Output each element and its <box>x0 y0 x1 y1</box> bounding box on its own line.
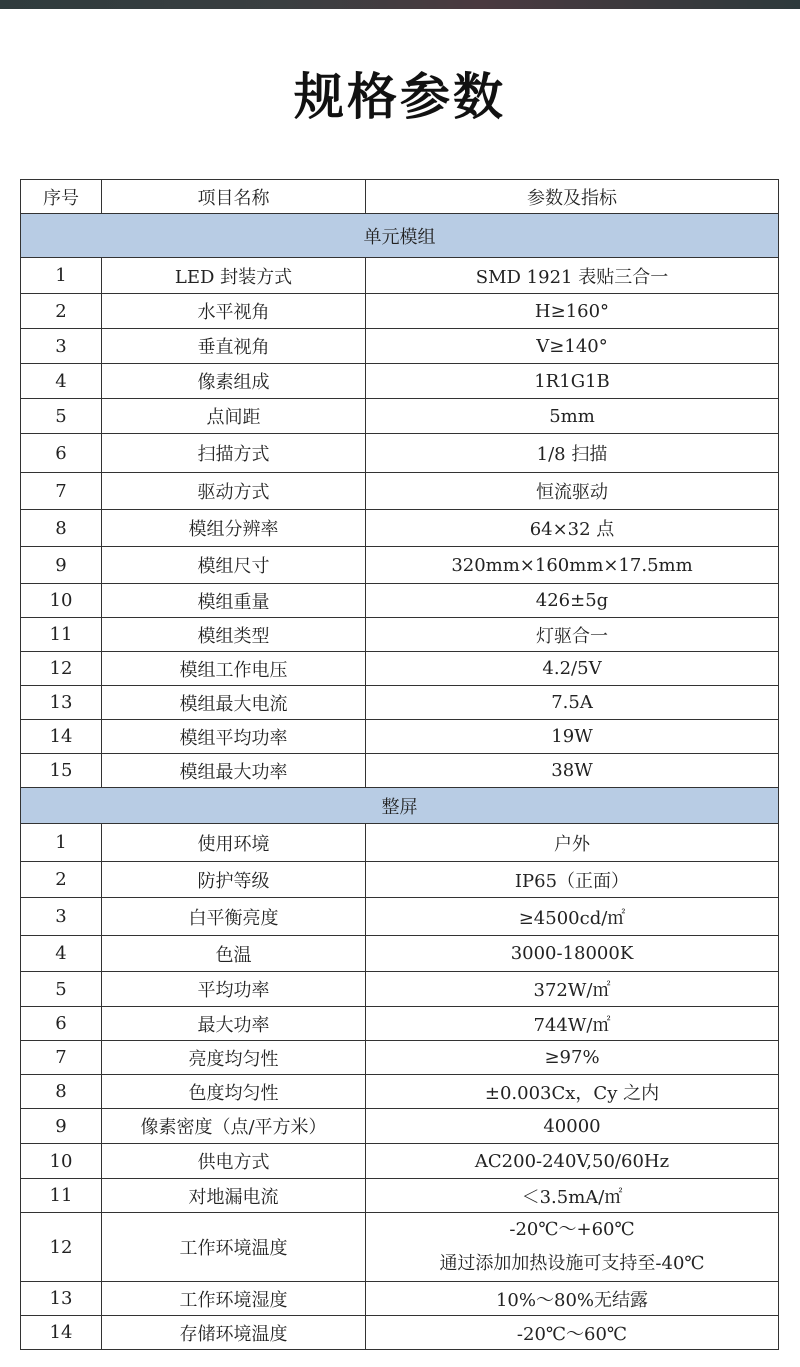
table-row <box>21 547 779 584</box>
row-value: -20℃～+60℃ <box>509 1219 635 1240</box>
table-row <box>21 1144 779 1179</box>
table-row <box>21 686 779 720</box>
row-item-name: 扫描方式 <box>102 434 366 473</box>
row-item-name: 工作环境湿度 <box>102 1282 366 1316</box>
row-value-cell: 4.2/5V <box>366 652 779 686</box>
section-title: 单元模组 <box>21 214 779 258</box>
row-number: 8 <box>21 1075 102 1109</box>
top-banner-strip <box>0 0 800 9</box>
table-row <box>21 862 779 898</box>
row-item-name: 模组最大电流 <box>102 686 366 720</box>
row-item-name: 色度均匀性 <box>102 1075 366 1109</box>
row-item-name: 水平视角 <box>102 294 366 329</box>
header-item: 项目名称 <box>102 180 366 214</box>
table-row <box>21 754 779 788</box>
row-value-cell: H≥160° <box>366 294 779 329</box>
table-row <box>21 1282 779 1316</box>
row-value-cell: V≥140° <box>366 329 779 364</box>
row-item-name: 模组重量 <box>102 584 366 618</box>
row-number: 10 <box>21 1144 102 1179</box>
row-item-name: 亮度均匀性 <box>102 1041 366 1075</box>
row-item-name: 点间距 <box>102 399 366 434</box>
row-value-cell: AC200-240V,50/60Hz <box>366 1144 779 1179</box>
row-number: 3 <box>21 898 102 936</box>
table-row <box>21 258 779 294</box>
row-item-name: 最大功率 <box>102 1007 366 1041</box>
table-row <box>21 1109 779 1144</box>
table-row <box>21 473 779 510</box>
row-item-name: 模组尺寸 <box>102 547 366 584</box>
table-row <box>21 1316 779 1350</box>
row-item-name: 存储环境温度 <box>102 1316 366 1350</box>
table-row <box>21 898 779 936</box>
table-row <box>21 1007 779 1041</box>
table-row <box>21 1213 779 1282</box>
row-number: 12 <box>21 652 102 686</box>
header-no: 序号 <box>21 180 102 214</box>
table-row <box>21 399 779 434</box>
row-item-name: LED 封装方式 <box>102 258 366 294</box>
row-number: 4 <box>21 364 102 399</box>
row-number: 15 <box>21 754 102 788</box>
row-number: 7 <box>21 1041 102 1075</box>
row-value-cell: SMD 1921 表贴三合一 <box>366 258 779 294</box>
row-value-cell: 灯驱合一 <box>366 618 779 652</box>
row-number: 7 <box>21 473 102 510</box>
table-row <box>21 434 779 473</box>
row-number: 8 <box>21 510 102 547</box>
row-value-cell: 320mm×160mm×17.5mm <box>366 547 779 584</box>
row-item-name: 使用环境 <box>102 824 366 862</box>
row-item-name: 像素密度（点/平方米） <box>102 1109 366 1144</box>
row-value-note: 通过添加加热设施可支持至-40℃ <box>439 1253 705 1274</box>
table-row <box>21 294 779 329</box>
row-number: 1 <box>21 824 102 862</box>
row-value-cell: 40000 <box>366 1109 779 1144</box>
section-row <box>21 214 779 258</box>
row-item-name: 模组分辨率 <box>102 510 366 547</box>
row-number: 14 <box>21 720 102 754</box>
row-value-cell: ≥4500cd/㎡ <box>366 898 779 936</box>
row-number: 13 <box>21 686 102 720</box>
table-row <box>21 618 779 652</box>
row-number: 11 <box>21 1179 102 1213</box>
table-row <box>21 1075 779 1109</box>
row-value-cell: 户外 <box>366 824 779 862</box>
row-value-cell: 3000-18000K <box>366 936 779 972</box>
row-number: 14 <box>21 1316 102 1350</box>
row-value-cell: 1/8 扫描 <box>366 434 779 473</box>
spec-table <box>20 179 779 1350</box>
row-item-name: 对地漏电流 <box>102 1179 366 1213</box>
row-value-cell: ±0.003Cx，Cy 之内 <box>366 1075 779 1109</box>
row-item-name: 工作环境温度 <box>102 1213 366 1282</box>
table-row <box>21 824 779 862</box>
table-row <box>21 972 779 1007</box>
row-value-cell: 19W <box>366 720 779 754</box>
row-item-name: 模组类型 <box>102 618 366 652</box>
row-value-cell: ＜3.5mA/㎡ <box>366 1179 779 1213</box>
table-row <box>21 329 779 364</box>
row-number: 12 <box>21 1213 102 1282</box>
row-number: 2 <box>21 294 102 329</box>
row-item-name: 像素组成 <box>102 364 366 399</box>
row-item-name: 垂直视角 <box>102 329 366 364</box>
row-value-cell: IP65（正面） <box>366 862 779 898</box>
row-item-name: 模组最大功率 <box>102 754 366 788</box>
row-value-cell: 恒流驱动 <box>366 473 779 510</box>
row-number: 6 <box>21 434 102 473</box>
row-value-cell: 38W <box>366 754 779 788</box>
row-number: 13 <box>21 1282 102 1316</box>
row-item-name: 供电方式 <box>102 1144 366 1179</box>
row-value-cell: 744W/㎡ <box>366 1007 779 1041</box>
row-number: 4 <box>21 936 102 972</box>
row-number: 2 <box>21 862 102 898</box>
row-item-name: 白平衡亮度 <box>102 898 366 936</box>
section-row <box>21 788 779 824</box>
row-value-cell: 10%～80%无结露 <box>366 1282 779 1316</box>
table-row <box>21 720 779 754</box>
row-value-cell: 7.5A <box>366 686 779 720</box>
table-row <box>21 1041 779 1075</box>
row-item-name: 色温 <box>102 936 366 972</box>
row-value-cell: 64×32 点 <box>366 510 779 547</box>
row-number: 5 <box>21 399 102 434</box>
row-number: 5 <box>21 972 102 1007</box>
table-header-row <box>21 180 779 214</box>
header-value: 参数及指标 <box>366 180 779 214</box>
row-number: 1 <box>21 258 102 294</box>
row-value-cell: 5mm <box>366 399 779 434</box>
row-item-name: 防护等级 <box>102 862 366 898</box>
row-value-cell: 426±5g <box>366 584 779 618</box>
row-value-cell: ≥97% <box>366 1041 779 1075</box>
row-number: 6 <box>21 1007 102 1041</box>
table-row <box>21 1179 779 1213</box>
page-title: 规格参数 <box>294 68 506 126</box>
table-row <box>21 510 779 547</box>
row-number: 9 <box>21 1109 102 1144</box>
row-value-cell <box>366 1213 779 1282</box>
section-title: 整屏 <box>21 788 779 824</box>
table-row <box>21 652 779 686</box>
row-value-cell: 372W/㎡ <box>366 972 779 1007</box>
row-item-name: 驱动方式 <box>102 473 366 510</box>
table-row <box>21 364 779 399</box>
row-value-cell: -20℃～60℃ <box>366 1316 779 1350</box>
row-item-name: 模组平均功率 <box>102 720 366 754</box>
row-number: 11 <box>21 618 102 652</box>
table-row <box>21 584 779 618</box>
row-value-cell: 1R1G1B <box>366 364 779 399</box>
row-number: 3 <box>21 329 102 364</box>
table-row <box>21 936 779 972</box>
row-item-name: 平均功率 <box>102 972 366 1007</box>
row-number: 10 <box>21 584 102 618</box>
row-item-name: 模组工作电压 <box>102 652 366 686</box>
row-number: 9 <box>21 547 102 584</box>
